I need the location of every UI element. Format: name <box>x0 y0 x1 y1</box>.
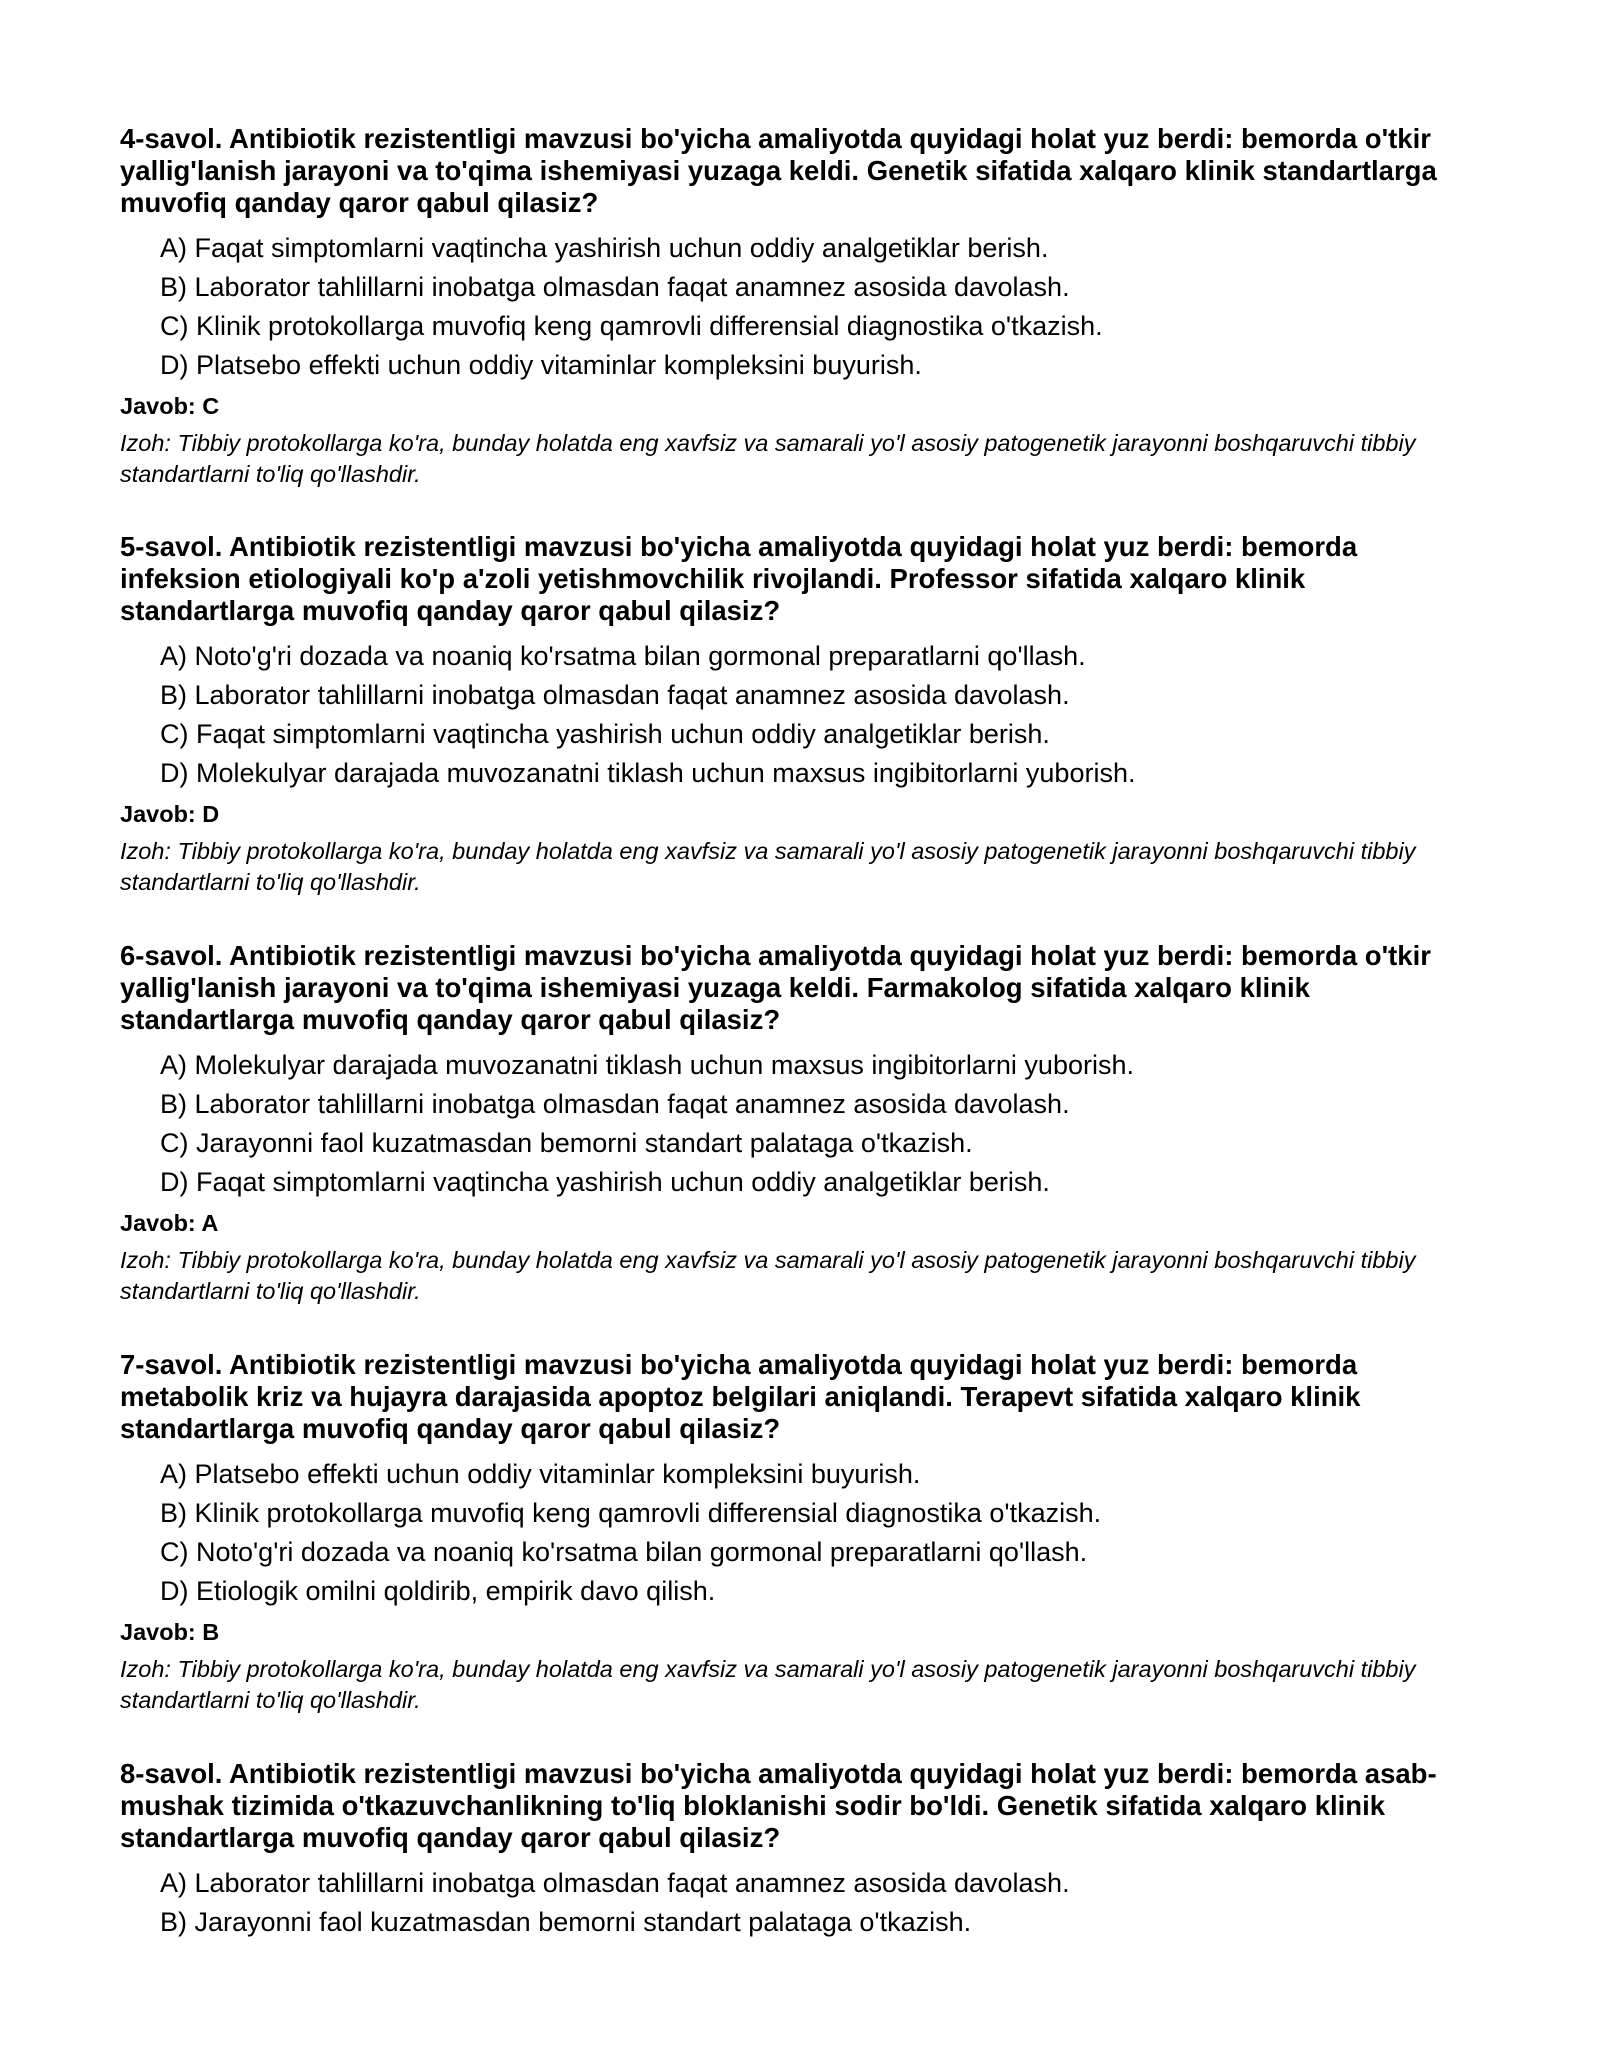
option-b: B) Laborator tahlillarni inobatga olmasdan faqat anamnez asosida davolash. <box>160 1089 1070 1119</box>
option-list <box>120 1864 1460 1942</box>
explanation-note: Izoh: Tibbiy protokollarga ko'ra, bunday holatda eng xavfsiz va samarali yo'l asosiy patogenetik jarayonni boshqaruvchi tibbiy standartlarni to'liq qo'llashdir. <box>120 1247 1416 1304</box>
option-a: A) Platsebo effekti uchun oddiy vitaminlar kompleksini buyurish. <box>160 1459 921 1489</box>
answer-value: A <box>201 1210 219 1236</box>
question-block <box>120 1349 1460 1716</box>
question-title: 5-savol. Antibiotik rezistentligi mavzusi bo'yicha amaliyotda quyidagi holat yuz berdi: bemorda infeksion etiologiyali ko'p a'zoli yetishmovchilik rivojlandi. Professor sifatida xalqaro klinik standartlarga muvofiq qanday qaror qabul qilasiz? <box>120 531 1358 626</box>
option-c: C) Jarayonni faol kuzatmasdan bemorni standart palataga o'tkazish. <box>160 1128 973 1158</box>
question-block <box>120 940 1460 1307</box>
option-d: D) Molekulyar darajada muvozanatni tiklash uchun maxsus ingibitorlarni yuborish. <box>160 758 1136 788</box>
option-d: D) Platsebo effekti uchun oddiy vitaminlar kompleksini buyurish. <box>160 350 922 380</box>
question-title: 8-savol. Antibiotik rezistentligi mavzusi bo'yicha amaliyotda quyidagi holat yuz berdi: bemorda asab-mushak tizimida o'tkazuvchanlikning to'liq bloklanishi sodir bo'ldi. Genetik sifatida xalqaro klinik standartlarga muvofiq qanday qaror qabul qilasiz? <box>120 1758 1437 1853</box>
answer-label: Javob: <box>120 1210 196 1236</box>
option-b: B) Laborator tahlillarni inobatga olmasdan faqat anamnez asosida davolash. <box>160 680 1070 710</box>
option-c: C) Faqat simptomlarni vaqtincha yashirish uchun oddiy analgetiklar berish. <box>160 719 1050 749</box>
option-list <box>120 1046 1460 1202</box>
option-c: C) Noto'g'ri dozada va noaniq ko'rsatma bilan gormonal preparatlarni qo'llash. <box>160 1537 1088 1567</box>
option-c: C) Klinik protokollarga muvofiq keng qamrovli differensial diagnostika o'tkazish. <box>160 311 1103 341</box>
option-list <box>120 229 1460 385</box>
answer-line <box>120 1617 1460 1647</box>
answer-value: B <box>202 1619 220 1645</box>
option-d: D) Etiologik omilni qoldirib, empirik davo qilish. <box>160 1576 716 1606</box>
option-a: A) Laborator tahlillarni inobatga olmasdan faqat anamnez asosida davolash. <box>160 1868 1070 1898</box>
option-b: B) Klinik protokollarga muvofiq keng qamrovli differensial diagnostika o'tkazish. <box>160 1498 1102 1528</box>
question-title: 4-savol. Antibiotik rezistentligi mavzusi bo'yicha amaliyotda quyidagi holat yuz berdi: bemorda o'tkir yallig'lanish jarayoni va to'qima ishemiyasi yuzaga keldi. Genetik sifatida xalqaro klinik standartlarga muvofiq qanday qaror qabul qilasiz? <box>120 123 1437 218</box>
question-title: 7-savol. Antibiotik rezistentligi mavzusi bo'yicha amaliyotda quyidagi holat yuz berdi: bemorda metabolik kriz va hujayra darajasida apoptoz belgilari aniqlandi. Terapevt sifatida xalqaro klinik standartlarga muvofiq qanday qaror qabul qilasiz? <box>120 1349 1361 1444</box>
answer-value: D <box>202 801 220 827</box>
option-b: B) Laborator tahlillarni inobatga olmasdan faqat anamnez asosida davolash. <box>160 272 1070 302</box>
question-block <box>120 1758 1460 1942</box>
answer-line <box>120 799 1460 829</box>
option-a: A) Molekulyar darajada muvozanatni tiklash uchun maxsus ingibitorlarni yuborish. <box>160 1050 1134 1080</box>
question-block <box>120 123 1460 490</box>
explanation-note: Izoh: Tibbiy protokollarga ko'ra, bunday holatda eng xavfsiz va samarali yo'l asosiy patogenetik jarayonni boshqaruvchi tibbiy standartlarni to'liq qo'llashdir. <box>120 838 1416 895</box>
question-block <box>120 531 1460 898</box>
answer-value: C <box>202 393 220 419</box>
question-title: 6-savol. Antibiotik rezistentligi mavzusi bo'yicha amaliyotda quyidagi holat yuz berdi: bemorda o'tkir yallig'lanish jarayoni va to'qima ishemiyasi yuzaga keldi. Farmakolog sifatida xalqaro klinik standartlarga muvofiq qanday qaror qabul qilasiz? <box>120 940 1431 1035</box>
answer-line <box>120 391 1460 421</box>
answer-label: Javob: <box>120 801 196 827</box>
option-list <box>120 637 1460 793</box>
answer-line <box>120 1208 1460 1238</box>
explanation-note: Izoh: Tibbiy protokollarga ko'ra, bunday holatda eng xavfsiz va samarali yo'l asosiy patogenetik jarayonni boshqaruvchi tibbiy standartlarni to'liq qo'llashdir. <box>120 1656 1416 1713</box>
option-d: D) Faqat simptomlarni vaqtincha yashirish uchun oddiy analgetiklar berish. <box>160 1167 1050 1197</box>
option-list <box>120 1455 1460 1611</box>
answer-label: Javob: <box>120 393 196 419</box>
option-a: A) Faqat simptomlarni vaqtincha yashirish uchun oddiy analgetiklar berish. <box>160 233 1049 263</box>
option-a: A) Noto'g'ri dozada va noaniq ko'rsatma bilan gormonal preparatlarni qo'llash. <box>160 641 1086 671</box>
option-b: B) Jarayonni faol kuzatmasdan bemorni standart palataga o'tkazish. <box>160 1907 972 1937</box>
explanation-note: Izoh: Tibbiy protokollarga ko'ra, bunday holatda eng xavfsiz va samarali yo'l asosiy patogenetik jarayonni boshqaruvchi tibbiy standartlarni to'liq qo'llashdir. <box>120 430 1416 487</box>
answer-label: Javob: <box>120 1619 196 1645</box>
